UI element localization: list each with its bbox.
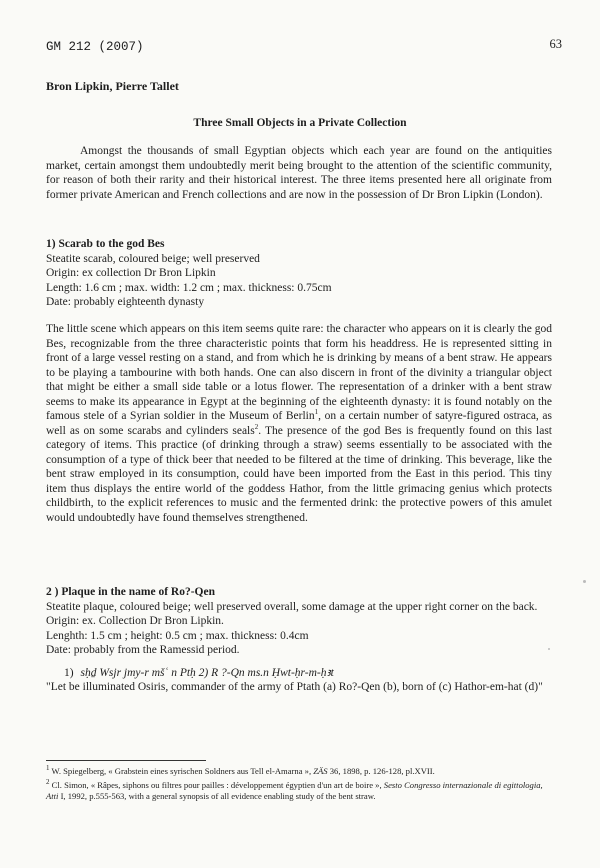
discussion-part-c: . The presence of the god Bes is frequently found on this last category of items. This practice (of drinking through a straw) seems essentially to be associated with the consumption of a type of thick beer that needed to be filtered at the time of drinking. This beverage, like the bent straw employed in its consumption, could have been imported from the East in this period. This tiny item thus displays the entire world of the goddess Hathor, from the little grimacing genius which protects childbirth, to the explicit references to music and the fermented drink: the protective powers of this amulet would undoubtedly have found themselves strengthened. bbox=[46, 424, 552, 524]
footnote-2 bbox=[46, 780, 552, 802]
footnote-1-journal: ZÄS bbox=[313, 766, 328, 776]
footnote-1 bbox=[46, 766, 552, 777]
footnote-1-number: 1 bbox=[46, 764, 50, 773]
section-1-heading: 1) Scarab to the god Bes bbox=[46, 238, 165, 250]
scarab-origin: Origin: ex collection Dr Bron Lipkin bbox=[46, 267, 216, 279]
footnote-ref-1: 1 bbox=[314, 408, 319, 417]
plaque-origin: Origin: ex. Collection Dr Bron Lipkin. bbox=[46, 615, 224, 627]
transliteration-number: 1) bbox=[64, 666, 74, 679]
plaque-dimensions: Lenghth: 1.5 cm ; height: 0.5 cm ; max. thickness: 0.4cm bbox=[46, 629, 309, 642]
discussion-part-b: , on a certain number of satyre-figured ostraca, as well as on some scarabs and cylinders seals bbox=[46, 410, 552, 437]
intro-section bbox=[46, 144, 552, 202]
footnote-1-ref: 36, 1898, p. 126-128, pl.XVII. bbox=[327, 766, 435, 776]
plaque-material: Steatite plaque, coloured beige; well preserved overall, some damage at the upper right corner on the back. bbox=[46, 600, 538, 613]
section-plaque bbox=[46, 585, 552, 695]
footnote-2-text: Cl. Simon, « Râpes, siphons ou filtres pour pailles : développement égyptien d'un art de boire », bbox=[51, 780, 384, 790]
transliteration-text: sḥḏ Wsjr jmy-r mšʿ n Ptḥ 2) R ?-Qn ms.n Ḥwt-ḥr-m-ḥꜣt bbox=[80, 666, 334, 679]
scarab-discussion bbox=[46, 322, 552, 525]
footnote-2-number: 2 bbox=[46, 778, 50, 787]
section-1-body bbox=[46, 322, 552, 525]
footnote-2-ref: I, 1992, p.555-563, with a general synopsis of all evidence enabling study of the bent straw. bbox=[58, 791, 376, 801]
discussion-part-a: The little scene which appears on this item seems quite rare: the character who appears on it is clearly the god Bes, recognizable from the three characteristic points that form his headdress. He is represented sitting in front of a large vessel resting on a stand, and from which he is drinking by means of a bent straw. He appears to be playing a tambourine with both hands. One can also discern in front of the divinity a triangular object that might be either a small side table or a lotus flower. The representation of a drinker with a bent straw seems to make its appearance in Egypt at the beginning of the eighteenth dynasty: it is found notably on the famous stele of a Syrian soldier in the Museum of Berlin bbox=[46, 323, 552, 422]
scarab-material: Steatite scarab, coloured beige; well preserved bbox=[46, 252, 260, 265]
article-title: Three Small Objects in a Private Collection bbox=[193, 117, 407, 129]
scarab-dimensions: Length: 1.6 cm ; max. width: 1.2 cm ; max. thickness: 0.75cm bbox=[46, 281, 332, 294]
translation: "Let be illuminated Osiris, commander of the army of Ptath (a) Ro?-Qen (b), born of (c) Hathor-em-hat (d)" bbox=[46, 681, 543, 693]
footnote-1-text: W. Spiegelberg, « Grabstein eines syrischen Soldners aus Tell el-Amarna », bbox=[51, 766, 314, 776]
footnote-rule bbox=[46, 760, 206, 761]
transliteration bbox=[46, 666, 552, 681]
scarab-date: Date: probably eighteenth dynasty bbox=[46, 296, 205, 308]
footnote-2-source: Sesto Congresso internazionale di egittologia, Atti bbox=[46, 780, 543, 801]
intro-paragraph: Amongst the thousands of small Egyptian objects which each year are found on the antiquities market, certain amongst them undoubtedly merit being brought to the attention of the scientific community, for reason of both their rarity and their historical interest. The three items presented here all originate from former private American and French collections and are now in the possession of Dr Bron Lipkin (London). bbox=[46, 145, 552, 201]
authors: Bron Lipkin, Pierre Tallet bbox=[46, 79, 179, 93]
scan-speck bbox=[548, 648, 550, 650]
footnote-ref-2: 2 bbox=[254, 422, 259, 431]
plaque-date: Date: probably from the Ramessid period. bbox=[46, 644, 240, 656]
scan-speck bbox=[583, 580, 586, 583]
page-number: 63 bbox=[549, 37, 562, 51]
section-2-heading: 2 ) Plaque in the name of Ro?-Qen bbox=[46, 586, 215, 598]
journal-citation: GM 212 (2007) bbox=[46, 40, 144, 54]
section-scarab bbox=[46, 237, 552, 310]
